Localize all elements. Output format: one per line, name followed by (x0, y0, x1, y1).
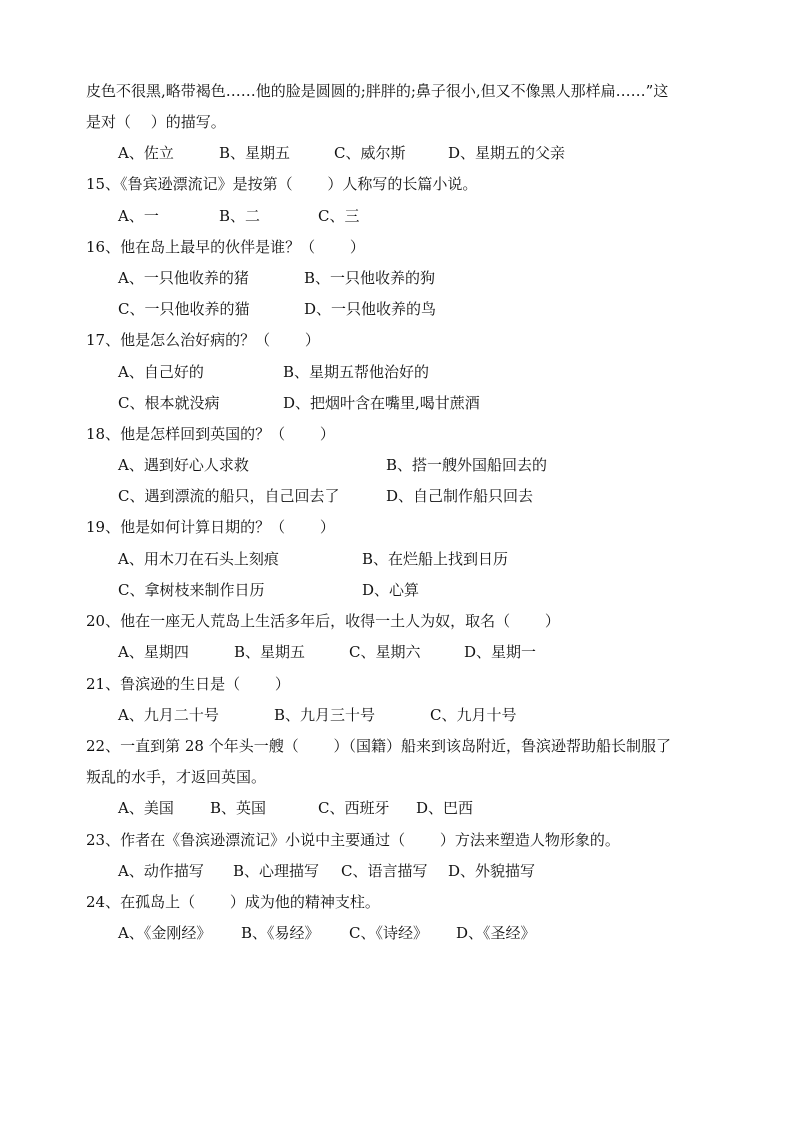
q16-option-b: B、一只他收养的狗 (304, 269, 436, 287)
q16-option-d: D、一只他收养的鸟 (304, 300, 437, 318)
q20-option-b: B、星期五 (234, 643, 306, 661)
q15-option-b: B、二 (219, 207, 261, 225)
q21-option-a: A、九月二十号 (118, 706, 219, 724)
q18-option-c: C、遇到漂流的船只，自己回去了 (118, 487, 340, 505)
q14-option-b: B、星期五 (219, 144, 291, 162)
q21-text: 21、鲁滨逊的生日是（ ） (86, 675, 290, 693)
q23-option-d: D、外貌描写 (448, 862, 536, 880)
q23-option-b: B、心理描写 (233, 862, 320, 880)
q22-option-b: B、英国 (210, 799, 267, 817)
q22-option-c: C、西班牙 (318, 799, 390, 817)
q16-option-c: C、一只他收养的猫 (118, 300, 250, 318)
q16-option-a: A、一只他收养的猪 (118, 269, 249, 287)
q23-text: 23、作者在《鲁滨逊漂流记》小说中主要通过（ ）方法来塑造人物形象的。 (86, 831, 620, 849)
q24-text: 24、在孤岛上（ ）成为他的精神支柱。 (86, 893, 380, 911)
q14-option-d: D、星期五的父亲 (448, 144, 566, 162)
q14-text-line-1: 皮色不很黑,略带褐色……他的脸是圆圆的;胖胖的;鼻子很小,但又不像黑人那样扁……”这 (86, 82, 669, 100)
q22-text-line-2: 叛乱的水手，才返回英国。 (86, 768, 267, 786)
q20-option-a: A、星期四 (118, 643, 189, 661)
q23-option-c: C、语言描写 (341, 862, 428, 880)
q18-option-d: D、自己制作船只回去 (386, 487, 534, 505)
q17-option-d: D、把烟叶含在嘴里,喝甘蔗酒 (283, 394, 480, 412)
q17-option-c: C、根本就没病 (118, 394, 220, 412)
q21-option-b: B、九月三十号 (274, 706, 376, 724)
q21-option-c: C、九月十号 (430, 706, 517, 724)
q18-option-a: A、遇到好心人求救 (118, 456, 249, 474)
q24-option-b: B、《易经》 (241, 924, 320, 942)
q14-option-a: A、佐立 (118, 144, 174, 162)
q22-option-a: A、美国 (118, 799, 174, 817)
q24-option-d: D、《圣经》 (456, 924, 536, 942)
q19-option-b: B、在烂船上找到日历 (362, 550, 509, 568)
q15-option-c: C、三 (318, 207, 360, 225)
q23-option-a: A、动作描写 (118, 862, 204, 880)
q17-option-a: A、自己好的 (118, 363, 204, 381)
q20-option-d: D、星期一 (464, 643, 537, 661)
q17-text: 17、他是怎么治好病的？（ ） (86, 331, 320, 349)
q22-text-line-1: 22、一直到第 28 个年头一艘（ ）（国籍）船来到该岛附近，鲁滨逊帮助船长制服了 (86, 737, 671, 755)
q14-option-c: C、威尔斯 (334, 144, 406, 162)
q18-option-b: B、搭一艘外国船回去的 (386, 456, 548, 474)
q18-text: 18、他是怎样回到英国的？（ ） (86, 425, 335, 443)
q17-option-b: B、星期五帮他治好的 (283, 363, 430, 381)
q20-option-c: C、星期六 (349, 643, 421, 661)
q20-text: 20、他在一座无人荒岛上生活多年后，收得一土人为奴，取名（ ） (86, 612, 560, 630)
q19-text: 19、他是如何计算日期的？（ ） (86, 518, 335, 536)
q24-option-a: A、《金刚经》 (118, 924, 212, 942)
q15-option-a: A、一 (118, 207, 159, 225)
q22-option-d: D、巴西 (416, 799, 474, 817)
q24-option-c: C、《诗经》 (349, 924, 428, 942)
q15-text: 15、《鲁宾逊漂流记》是按第（ ）人称写的长篇小说。 (86, 175, 478, 193)
q19-option-d: D、心算 (362, 581, 420, 599)
q19-option-c: C、拿树枝来制作日历 (118, 581, 265, 599)
q14-text-line-2: 是对（ ）的描写。 (86, 113, 226, 131)
q19-option-a: A、用木刀在石头上刻痕 (118, 550, 279, 568)
q16-text: 16、他在岛上最早的伙伴是谁？（ ） (86, 238, 365, 256)
